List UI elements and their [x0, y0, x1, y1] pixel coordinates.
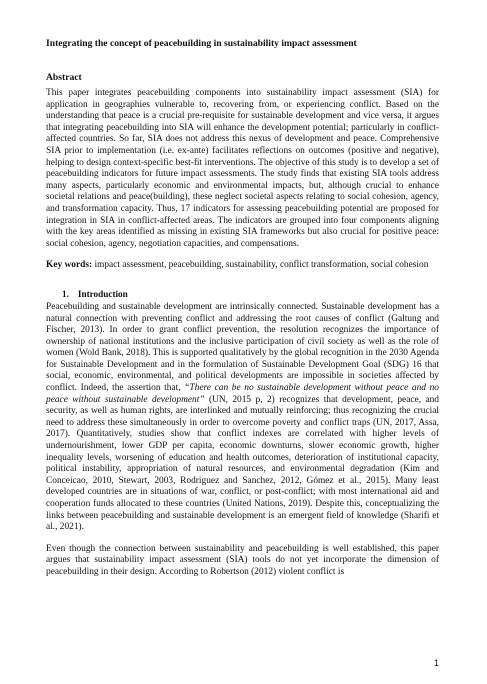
abstract-heading: Abstract [46, 72, 82, 83]
abstract-text: This paper integrates peacebuilding components into sustainability impact assessment (SIA) for application in geographies vulnerable to, recovering from, or experiencing conflict. Based on the understanding that peace is a crucial pre-requisite for sustainable development and vice versa, it argues that integrating peacebuilding into SIA will enhance the development potential; particularly in conflict-affected countries. So far, SIA does not address this nexus of development and peace. Comprehensive SIA prior to implementation (i.e. ex-ante) facilitates reflections on outcomes (positive and negative), helping to design context-specific best-fit interventions. The objective of this study is to develop a set of peacebuilding indicators for future impact assessments. The study finds that existing SIA tools address many aspects, particularly economic and environmental impacts, but, although crucial to enhance societal relations and peace(building), these neglect societal aspects relating to social cohesion, agency, and transformation capacity. Thus, 17 indicators for assessing peacebuilding potential are proposed for integration in SIA in conflict-affected areas. The indicators are grouped into four components aligning with the key areas identified as missing in existing SIA frameworks but also crucial for positive peace: social cohesion, agency, negotiation capacities, and compensations. [46, 88, 439, 249]
paper-title: Integrating the concept of peacebuilding in sustainability impact assessment [46, 38, 357, 49]
intro-paragraph-1-part-b: (UN, 2015 p, 2) recognizes that development, peace, and security, as well as human rights, are interlinked and mutually reinforcing; thus recognizing the crucial need to address these simultaneously in order to overcome poverty and conflict traps (UN, 2017, Assa, 2017). Quantitatively, studies show that conflict indexes are correlated with higher levels of undernourishment, lower GDP per capita, economic downturns, slower economic growth, higher inequality levels, worsening of education and health outcomes, deterioration of institutional capacity, political instability, appropriation of natural resources, and environmental degradation (Kim and Conceicao, 2010, Stewart, 2003, Rodriguez and Sanchez, 2012, Gómez et al., 2015). Many least developed countries are in situations of war, conflict, or post-conflict; with most international aid and cooperation funds allocated to these countries (United Nations, 2019). Despite this, conceptualizing the links between peacebuilding and sustainable development is an emergent field of knowledge (Sharifi et al., 2021). [46, 394, 439, 533]
page-number: 1 [433, 658, 439, 668]
intro-paragraph-1 [46, 302, 439, 534]
intro-paragraph-2: Even though the connection between sustainability and peacebuilding is well established, this paper argues that sustainability impact assessment (SIA) tools do not yet incorporate the dimension of peacebuilding in their design. According to Robertson (2012) violent conflict is [46, 543, 439, 577]
intro-paragraph-1-part-a: Peacebuilding and sustainable development are intrinsically connected. Sustainable development has a natural connection with preventing conflict and addressing the root causes of conflict (Galtung and Fischer, 2013). In order to grant conflict prevention, the resolution recognizes the importance of ownership of national institutions and the inclusive participation of civil society as well as the role of women (Wold Bank, 2018). This is supported qualitatively by the global recognition in the 2030 Agenda for Sustainable Development and in the formulation of Sustainable Development Goal (SDG) 16 that social, economic, environmental, and political developments are impossible in societies affected by conflict. Indeed, the assertion that, [46, 301, 439, 394]
section-heading-introduction [62, 288, 439, 300]
intro-paragraph-1-quote: “There can be no sustainable development without peace and no peace without sustainable development” [46, 383, 439, 405]
keywords-label: Key words: [46, 260, 93, 271]
section-number: 1. [62, 288, 69, 299]
section-title: Introduction [77, 288, 128, 299]
keywords [46, 260, 439, 272]
keywords-text: impact assessment, peacebuilding, sustainability, conflict transformation, social cohesion [92, 260, 429, 271]
